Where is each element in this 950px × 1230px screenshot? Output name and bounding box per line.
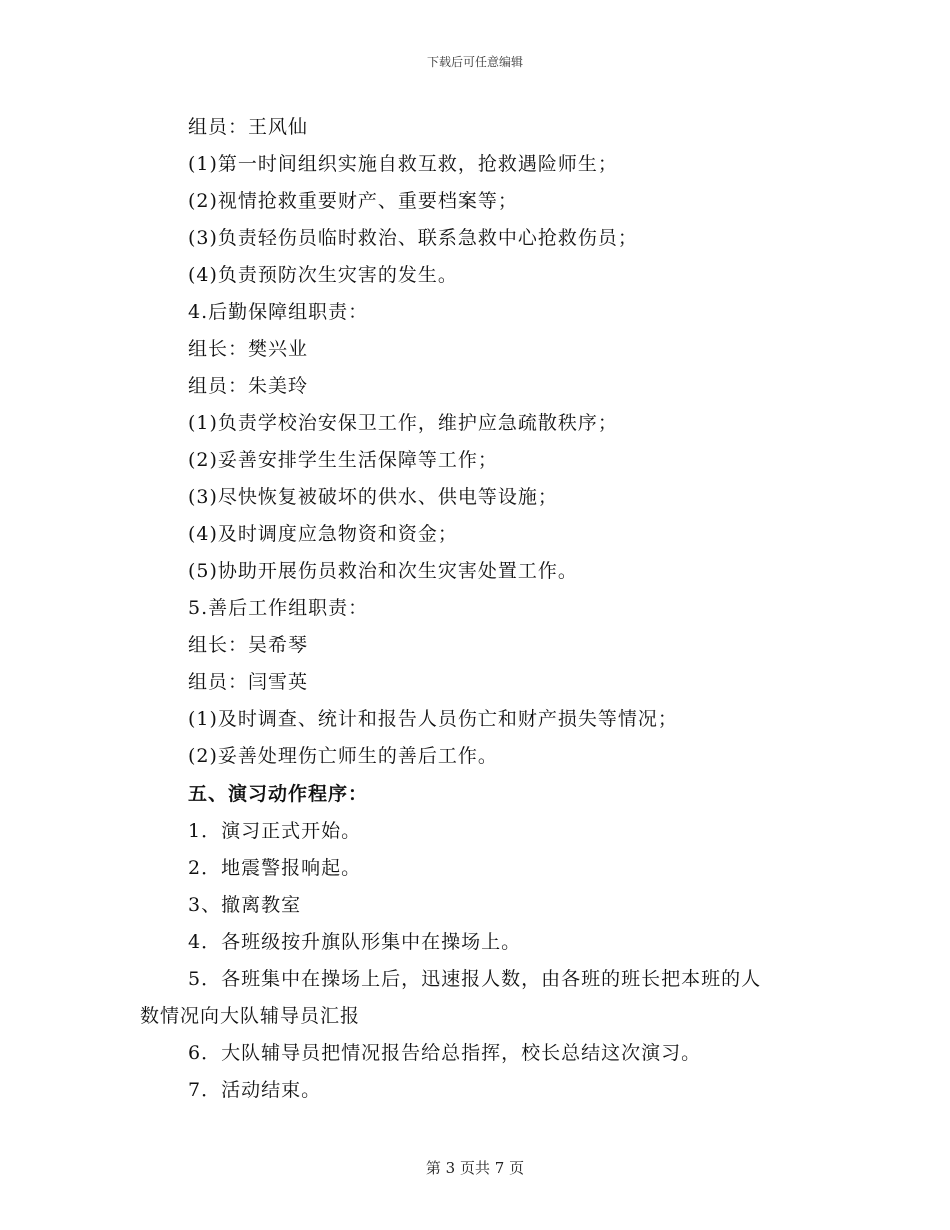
text-line: 组员：王风仙: [188, 116, 309, 138]
text-line: (1)第一时间组织实施自救互救，抢救遇险师生；: [188, 153, 618, 175]
text-line: (3)负责轻伤员临时救治、联系急救中心抢救伤员；: [188, 227, 638, 249]
text-line: (4)负责预防次生灾害的发生。: [188, 264, 458, 286]
list-item: 5．各班集中在操场上后，迅速报人数，由各班的班长把本班的人: [188, 968, 762, 990]
text-line: 组长：樊兴业: [188, 338, 309, 360]
section-heading: 4.后勤保障组职责：: [188, 301, 369, 323]
chapter-heading: 五、演习动作程序：: [188, 783, 369, 805]
text-line: (4)及时调度应急物资和资金；: [188, 523, 458, 545]
list-item-continuation: 数情况向大队辅导员汇报: [140, 1005, 361, 1027]
page-header: 下载后可任意编辑: [426, 55, 523, 69]
text-line: (2)妥善安排学生生活保障等工作；: [188, 449, 498, 471]
page-footer: 第 3 页共 7 页: [425, 1159, 525, 1177]
text-line: (2)妥善处理伤亡师生的善后工作。: [188, 745, 498, 767]
text-line: (2)视情抢救重要财产、重要档案等；: [188, 190, 518, 212]
text-line: (5)协助开展伤员救治和次生灾害处置工作。: [188, 560, 578, 582]
list-item: 6．大队辅导员把情况报告给总指挥，校长总结这次演习。: [188, 1042, 702, 1064]
text-line: (3)尽快恢复被破坏的供水、供电等设施；: [188, 486, 558, 508]
list-item: 3、撤离教室: [188, 894, 302, 916]
section-heading: 5.善后工作组职责：: [188, 597, 369, 619]
list-item: 1．演习正式开始。: [188, 820, 362, 842]
text-line: (1)及时调查、统计和报告人员伤亡和财产损失等情况；: [188, 708, 678, 730]
text-line: 组员：朱美玲: [188, 375, 309, 397]
text-line: 组长：吴希琴: [188, 634, 309, 656]
text-line: (1)负责学校治安保卫工作，维护应急疏散秩序；: [188, 412, 618, 434]
list-item: 2．地震警报响起。: [188, 857, 362, 879]
list-item: 4．各班级按升旗队形集中在操场上。: [188, 931, 522, 953]
list-item: 7．活动结束。: [188, 1079, 322, 1101]
text-line: 组员：闫雪英: [188, 671, 309, 693]
